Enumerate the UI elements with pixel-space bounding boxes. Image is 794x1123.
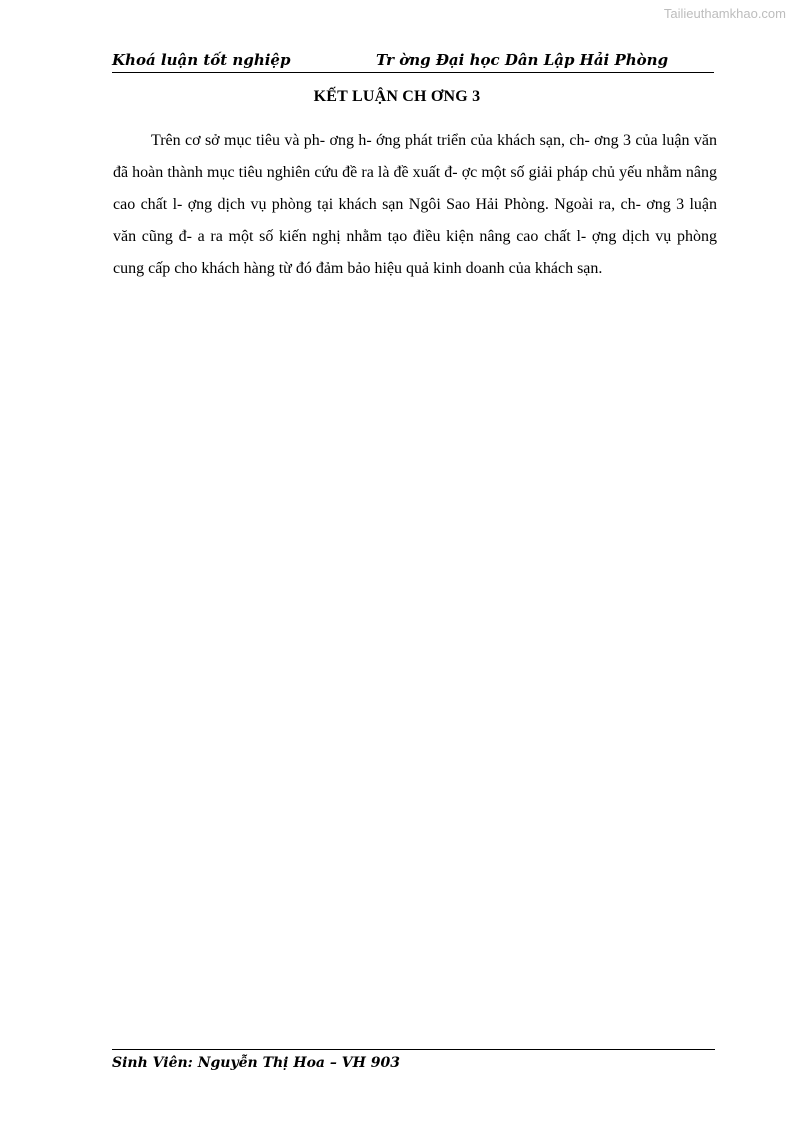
page-header	[112, 50, 714, 73]
body-paragraph	[113, 125, 717, 285]
section-title: KẾT LUẬN CH ƠNG 3	[313, 88, 481, 105]
watermark-text: Tailieuthamkhao.com	[663, 6, 786, 21]
footer-student-info: Sinh Viên: Nguyễn Thị Hoa – VH 903	[112, 1055, 400, 1071]
footer-divider	[112, 1049, 715, 1050]
header-university-label: Tr ờng Đại học Dân Lập Hải Phòng	[376, 51, 669, 69]
header-thesis-label: Khoá luận tốt nghiệp	[112, 51, 291, 69]
body-paragraph-text: Trên cơ sở mục tiêu và ph- ơng h- ớng phát triển của khách sạn, ch- ơng 3 của luận văn đã hoàn thành mục tiêu nghiên cứu đề ra là đề xuất đ- ợc một số giải pháp chủ yếu nhằm nâng cao chất l- ợng dịch vụ phòng tại khách sạn Ngôi Sao Hải Phòng. Ngoài ra, ch- ơng 3 luận văn cũng đ- a ra một số kiến nghị nhằm tạo điều kiện nâng cao chất l- ợng dịch vụ phòng cung cấp cho khách hàng từ đó đảm bảo hiệu quả kinh doanh của khách sạn.	[113, 132, 717, 277]
